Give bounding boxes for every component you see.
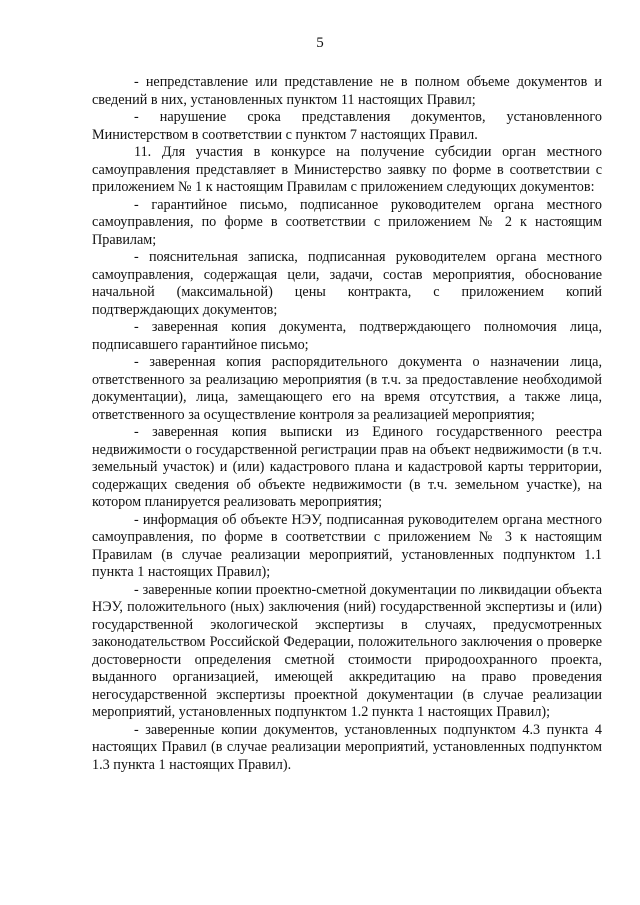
paragraph: - заверенные копии документов, установленных подпунктом 4.3 пункта 4 настоящих Правил (в случае реализации мероприятий, установленных подпунктом 1.3 пункта 1 настоящих Правил). [92, 721, 602, 773]
paragraph: - пояснительная записка, подписанная руководителем органа местного самоуправления, содержащая цели, задачи, состав мероприятия, обоснование начальной (максимальной) цены контракта, с приложением копий подтверждающих документов; [92, 249, 602, 318]
paragraph: - заверенная копия выписки из Единого государственного реестра недвижимости о государственной регистрации прав на объект недвижимости (в т.ч. земельный участок) и (или) кадастрового плана и кадастровой карты территории, содержащих сведения об объекте недвижимости (в т.ч. земельном участке), на котором планируется реализовать мероприятия; [92, 424, 602, 510]
paragraph: - заверенная копия документа, подтверждающего полномочия лица, подписавшего гарантийное письмо; [92, 319, 602, 353]
page-number: 5 [316, 35, 324, 51]
paragraph: - информация об объекте НЭУ, подписанная руководителем органа местного самоуправления, по форме в соответствии с приложением № 3 к настоящим Правилам (в случае реализации мероприятий, установленных подпунктом 1.1 пункта 1 настоящих Правил); [92, 511, 602, 580]
paragraph: - непредставление или представление не в полном объеме документов и сведений в них, установленных пунктом 11 настоящих Правил; [92, 74, 602, 108]
paragraph: - гарантийное письмо, подписанное руководителем органа местного самоуправления, по форме в соответствии с приложением № 2 к настоящим Правилам; [92, 196, 602, 248]
paragraph: - заверенная копия распорядительного документа о назначении лица, ответственного за реализацию мероприятия (в т.ч. за предоставление необходимой документации), лица, замещающего его на время отсутствия, а также лица, ответственного за осуществление контроля за реализацией мероприятия; [92, 354, 602, 423]
paragraph: - нарушение срока представления документов, установленного Министерством в соответствии с пунктом 7 настоящих Правил. [92, 109, 602, 143]
body-text [92, 74, 602, 774]
paragraph: 11. Для участия в конкурсе на получение субсидии орган местного самоуправления представляет в Министерство заявку по форме в соответствии с приложением № 1 к настоящим Правилам с приложением следующих документов: [92, 144, 602, 195]
paragraph: - заверенные копии проектно-сметной документации по ликвидации объекта НЭУ, положительного (ных) заключения (ний) государственной экспертизы и (или) государственной экологической экспертизы в случаях, предусмотренных законодательством Российской Федерации, положительного заключения о проверке достоверности определения сметной стоимости природоохранного проекта, выданного организацией, имеющей аккредитацию на право проведения негосударственной экспертизы проектной документации (в случае реализации мероприятий, установленных подпунктом 1.2 пункта 1 настоящих Правил); [92, 581, 602, 720]
